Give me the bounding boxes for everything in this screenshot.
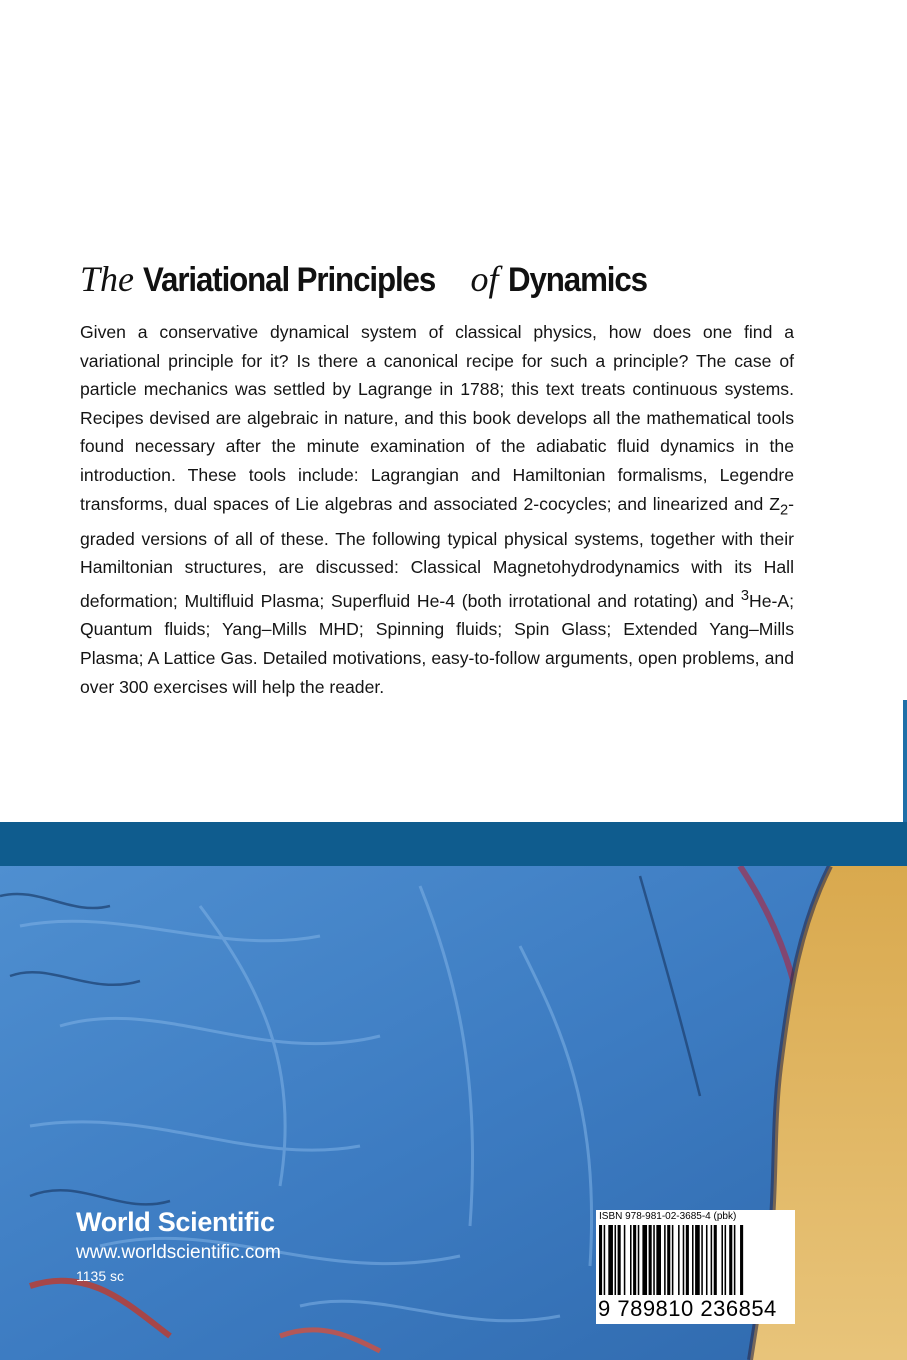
description-part-3: He-A; Quantum fluids; Yang–Mills MHD; Spinning fluids; Spin Glass; Extended Yang–Mills Plasma; A Lattice Gas. Detailed motivations, easy-to-follow arguments, open problems, and over 300 exercises will help the reader. [80, 590, 794, 697]
barcode-bar [608, 1225, 613, 1295]
blue-stripe [0, 822, 907, 866]
description-subscript: 2 [779, 502, 789, 519]
barcode-bar [653, 1225, 655, 1295]
barcode-bar [711, 1225, 713, 1295]
barcode-bar [615, 1225, 617, 1295]
isbn-label: ISBN 978-981-02-3685-4 (pbk) [599, 1211, 737, 1222]
barcode-bar [725, 1225, 727, 1295]
title-of: of [470, 259, 499, 299]
barcode-bar [714, 1225, 717, 1295]
barcode-bar [599, 1225, 602, 1295]
barcode-bar [604, 1225, 606, 1295]
publisher-block [76, 1207, 281, 1284]
description-part-1: Given a conservative dynamical system of classical physics, how does one find a variational principle for it? Is there a canonical recipe for such a principle? The case of particle mechanics was settled by Lagrange in 1788; this text treats continuous systems. Recipes devised are algebraic in nature, and this book develops all the mathematical tools found necessary after the minute examination of the adiabatic fluid dynamics in the introduction. These tools include: Lagrangian and Hamiltonian formalisms, Legendre transforms, dual spaces of Lie algebras and associated 2-cocycles; and linearized and Z [80, 322, 794, 514]
barcode-bars [599, 1225, 792, 1295]
description-superscript: 3 [740, 587, 750, 604]
barcode-bar [672, 1225, 674, 1295]
barcode-bar [664, 1225, 666, 1295]
barcode-bar [701, 1225, 703, 1295]
publisher-name: World Scientific [76, 1207, 275, 1237]
barcode-bar [678, 1225, 680, 1295]
barcode-bar [721, 1225, 723, 1295]
barcode-bar [630, 1225, 632, 1295]
description-part-2: -graded versions of all of these. The following typical physical systems, together with their Hamiltonian structures, are discussed: Classical Magnetohydrodynamics with its Hall deformation; Multifluid Plasma; Superfluid He-4 (both irrotational and rotating) and [80, 493, 794, 611]
barcode-bar [729, 1225, 732, 1295]
barcode-bar [624, 1225, 626, 1295]
barcode-bar [638, 1225, 640, 1295]
barcode-bar [683, 1225, 685, 1295]
isbn-barcode [596, 1210, 795, 1324]
barcode-bar [649, 1225, 652, 1295]
barcode-bar [633, 1225, 636, 1295]
barcode-bar [692, 1225, 694, 1295]
barcode-bar [618, 1225, 621, 1295]
title-the: The [80, 259, 134, 299]
barcode-bar [667, 1225, 670, 1295]
barcode-bar [734, 1225, 736, 1295]
barcode-bar [656, 1225, 661, 1295]
barcode-number: 9 789810 236854 [598, 1296, 777, 1321]
barcode-bar [695, 1225, 700, 1295]
barcode-bar [686, 1225, 689, 1295]
publisher-code: 1135 sc [76, 1268, 124, 1284]
cover-edge-strip [903, 700, 907, 822]
title-variational-principles: Variational Principles [143, 261, 436, 299]
barcode-bar [642, 1225, 647, 1295]
title-dynamics: Dynamics [507, 261, 647, 299]
book-title [80, 258, 659, 300]
barcode-bar [706, 1225, 708, 1295]
publisher-url[interactable]: www.worldscientific.com [76, 1242, 281, 1263]
book-description [80, 318, 794, 701]
barcode-bar [740, 1225, 743, 1295]
